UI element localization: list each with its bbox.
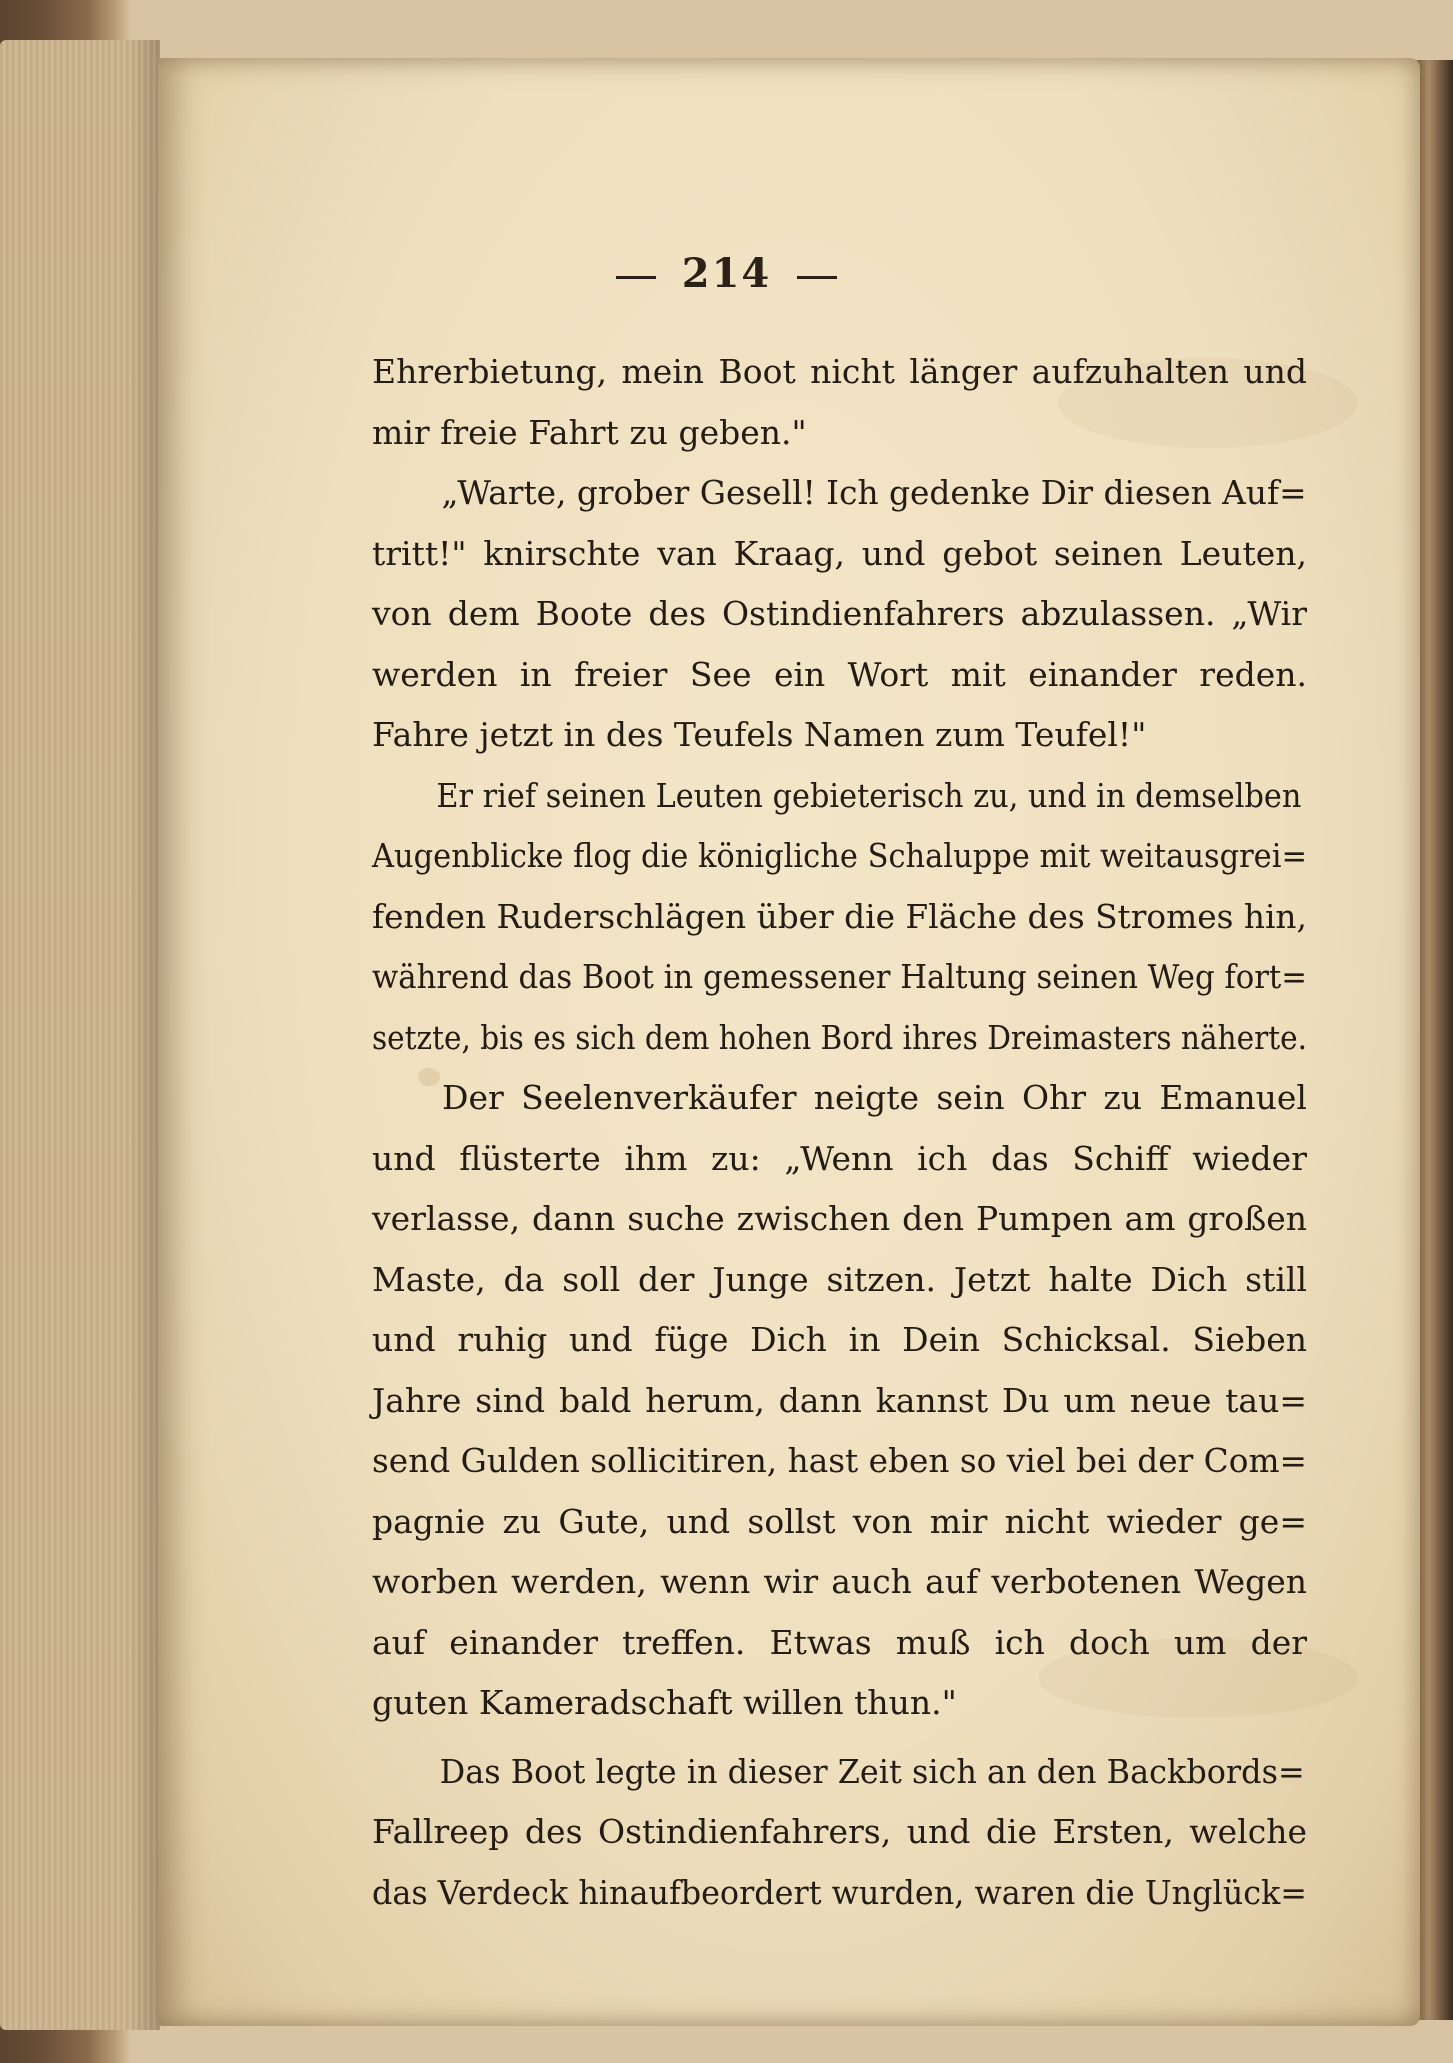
book-page-edges — [0, 40, 160, 2030]
dash-right — [797, 276, 837, 279]
text-line: Das Boot legte in dieser Zeit sich an den Backbords= — [439, 1751, 1305, 1791]
dash-left — [616, 276, 656, 279]
text-line: Fallreep des Ostindienfahrers, und die Ersten, welche — [372, 1812, 1307, 1851]
body-text — [372, 342, 1307, 1923]
text-line: pagnie zu Gute, und sollst von mir nicht wieder ge= — [372, 1501, 1307, 1541]
text-line: Er rief seinen Leuten gebieterisch zu, und in demselben — [436, 775, 1302, 815]
text-line: Fahre jetzt in des Teufels Namen zum Teufel!" — [372, 715, 1147, 754]
text-line: Maste, da soll der Junge sitzen. Jetzt halte Dich still — [372, 1259, 1307, 1299]
text-line: Augenblicke flog die königliche Schaluppe mit weitausgrei= — [372, 836, 1308, 875]
text-line: mir freie Fahrt zu geben." — [372, 412, 807, 452]
text-line: tritt!" knirschte van Kraag, und gebot seinen Leuten, — [372, 533, 1307, 573]
text-line: Der Seelenverkäufer neigte sein Ohr zu Emanuel — [442, 1078, 1307, 1117]
text-line: „Warte, grober Gesell! Ich gedenke Dir diesen Auf= — [441, 473, 1307, 512]
text-line: setzte, bis es sich dem hohen Bord ihres Dreimasters näherte. — [372, 1017, 1308, 1057]
text-line: von dem Boote des Ostindienfahrers abzulassen. „Wir — [372, 594, 1307, 633]
text-line: Jahre sind bald herum, dann kannst Du um neue tau= — [372, 1380, 1307, 1420]
text-line: und flüsterte ihm zu: „Wenn ich das Schiff wieder — [372, 1138, 1307, 1178]
page-number: 214 — [681, 250, 772, 297]
text-line: guten Kameradschaft willen thun." — [372, 1683, 957, 1722]
text-line: verlasse, dann suche zwischen den Pumpen am großen — [372, 1199, 1307, 1238]
text-line: worben werden, wenn wir auch auf verbotenen Wegen — [372, 1562, 1307, 1601]
text-line: werden in freier See ein Wort mit einander reden. — [372, 654, 1307, 694]
text-line: fenden Ruderschlägen über die Fläche des Stromes hin, — [372, 896, 1307, 936]
text-line: während das Boot in gemessener Haltung seinen Weg fort= — [372, 957, 1307, 996]
text-line: das Verdeck hinaufbeordert wurden, waren die Unglück= — [372, 1872, 1307, 1912]
text-line: Ehrerbietung, mein Boot nicht länger aufzuhalten und — [372, 352, 1307, 391]
text-line: und ruhig und füge Dich in Dein Schicksal. Sieben — [372, 1320, 1307, 1359]
text-line: send Gulden sollicitiren, hast eben so viel bei der Com= — [372, 1441, 1307, 1480]
text-line: auf einander treffen. Etwas muß ich doch um der — [372, 1622, 1307, 1662]
page-number-header — [0, 250, 1453, 297]
